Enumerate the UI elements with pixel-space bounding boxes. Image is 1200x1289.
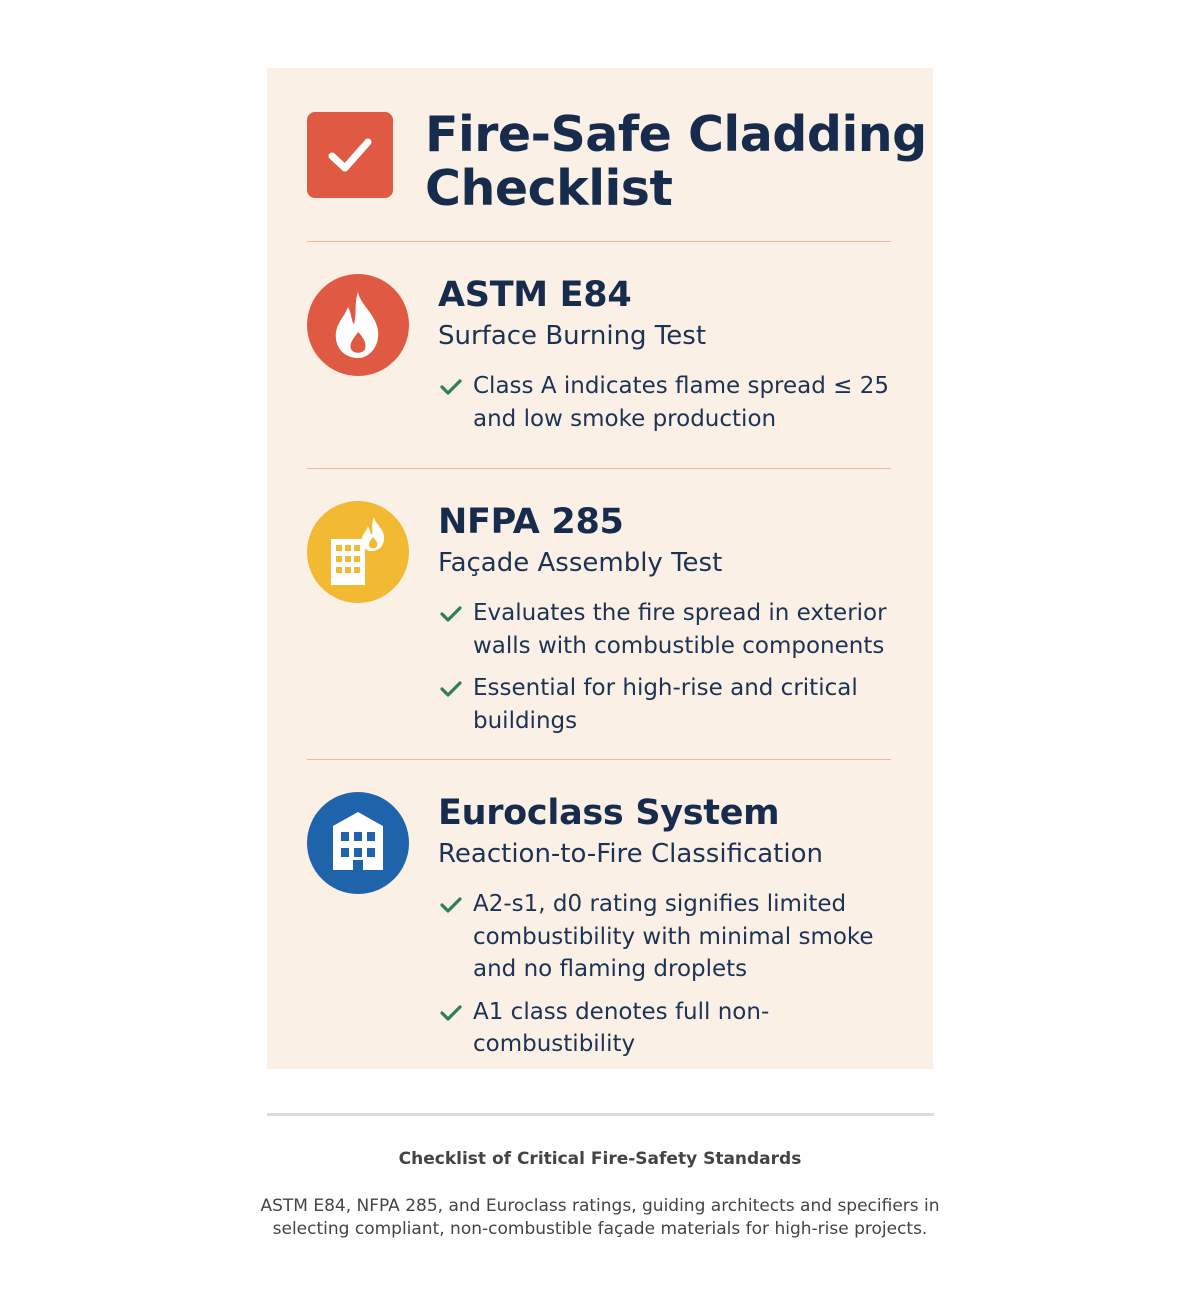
checkmark-icon bbox=[440, 605, 462, 623]
checkmark-icon bbox=[440, 378, 462, 396]
checkmark-icon bbox=[440, 896, 462, 914]
bullet-item bbox=[438, 370, 908, 435]
section-title: NFPA 285 bbox=[438, 502, 624, 542]
checkmark-icon bbox=[440, 680, 462, 698]
bullet-item bbox=[438, 996, 908, 1061]
building-icon bbox=[307, 792, 409, 894]
section-body bbox=[438, 501, 908, 747]
page-title: Fire-Safe Cladding Checklist bbox=[425, 106, 927, 217]
building-fire-icon bbox=[307, 501, 409, 603]
caption-description: ASTM E84, NFPA 285, and Euroclass ratings, guiding architects and specifiers in selecting compliant, non-combustible façade materials for high-rise projects. bbox=[260, 1196, 940, 1239]
section-title: Euroclass System bbox=[438, 793, 780, 833]
caption-title: Checklist of Critical Fire-Safety Standards bbox=[398, 1149, 802, 1169]
divider bbox=[307, 468, 891, 469]
bullet-text: Essential for high-rise and critical buildings bbox=[473, 675, 858, 734]
caption-rule bbox=[267, 1113, 934, 1116]
flame-icon bbox=[307, 274, 409, 376]
checkbox-checked-icon bbox=[307, 112, 393, 198]
bullet-list bbox=[438, 370, 908, 435]
section-subtitle: Reaction-to-Fire Classification bbox=[438, 839, 823, 869]
section-subtitle: Façade Assembly Test bbox=[438, 548, 723, 578]
section-body bbox=[438, 274, 908, 445]
bullet-list bbox=[438, 597, 908, 737]
bullet-list bbox=[438, 888, 908, 1061]
section-body bbox=[438, 792, 908, 1071]
section-title: ASTM E84 bbox=[438, 275, 632, 315]
checklist-card bbox=[267, 68, 933, 1069]
title-row bbox=[307, 106, 927, 228]
bullet-item bbox=[438, 888, 908, 986]
bullet-text: A2-s1, d0 rating signifies limited combustibility with minimal smoke and no flaming droplets bbox=[473, 891, 874, 982]
divider bbox=[307, 759, 891, 760]
bullet-text: A1 class denotes full non-combustibility bbox=[473, 998, 770, 1057]
bullet-item bbox=[438, 672, 908, 737]
section-subtitle: Surface Burning Test bbox=[438, 321, 707, 351]
bullet-text: Class A indicates flame spread ≤ 25 and low smoke production bbox=[473, 373, 890, 432]
bullet-text: Evaluates the fire spread in exterior walls with combustible components bbox=[473, 600, 887, 659]
divider bbox=[307, 241, 891, 242]
bullet-item bbox=[438, 597, 908, 662]
checkmark-icon bbox=[440, 1004, 462, 1022]
